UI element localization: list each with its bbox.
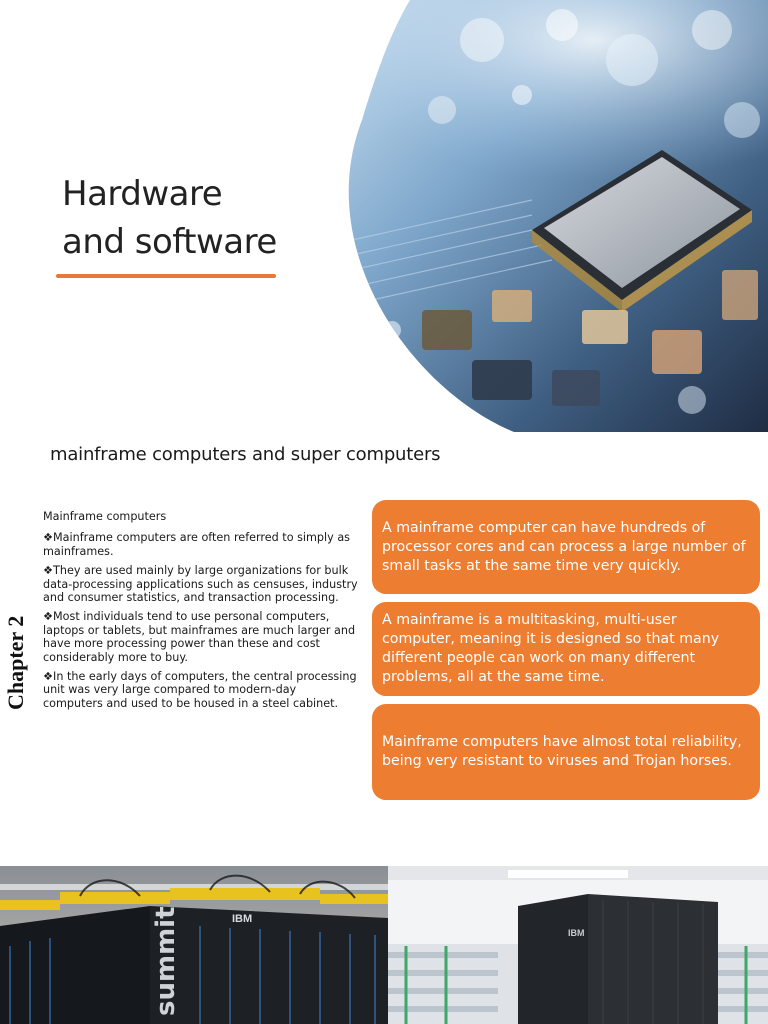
bullet-point: ❖Most individuals tend to use personal computers, laptops or tablets, but mainframes are much larger and have more processing power than these and cost considerably more to buy. [43, 610, 356, 664]
summit-supercomputer-image [0, 866, 388, 1024]
info-card-text: Mainframe computers have almost total reliability, being very resistant to viruses and Trojan horses. [382, 734, 742, 769]
ibm-badge: IBM [232, 913, 253, 925]
info-card [372, 704, 760, 800]
section-subtitle: mainframe computers and super computers [50, 444, 441, 465]
ibm-badge: IBM [568, 928, 585, 938]
circuit-board-photo [332, 0, 768, 432]
bullet-point: ❖In the early days of computers, the central processing unit was very large compared to modern-day computers and used to be housed in a steel cabinet. [43, 670, 357, 710]
body-text-column [43, 510, 359, 716]
body-heading: Mainframe computers [43, 510, 167, 523]
circuit-board-image [332, 0, 768, 432]
info-card-text: A mainframe is a multitasking, multi-user computer, meaning it is designed so that many different people can work on many different problems, all at the same time. [382, 612, 720, 685]
summit-supercomputer-photo [0, 866, 388, 1024]
info-card [372, 602, 760, 696]
title-slide-section [0, 0, 768, 432]
bullet-point: ❖Mainframe computers are often referred to simply as mainframes. [43, 531, 351, 558]
ibm-mainframe-image [388, 866, 768, 1024]
title-underline [56, 274, 276, 278]
ibm-mainframe-photo [388, 866, 768, 1024]
chapter-label-text: Chapter 2 [3, 615, 28, 710]
title-line-1: Hardware [62, 174, 223, 214]
title-line-2: and software [62, 222, 277, 262]
summit-logo [151, 906, 181, 1016]
page-title [62, 170, 277, 266]
bullet-point: ❖They are used mainly by large organizations for bulk data-processing applications such as censuses, industry and consumer statistics, and transaction processing. [43, 564, 358, 605]
info-card-text: A mainframe computer can have hundreds of processor cores and can process a large number of small tasks at the same time very quickly. [382, 519, 746, 574]
info-card [372, 500, 760, 594]
summit-logo-text: summit [151, 906, 181, 1016]
